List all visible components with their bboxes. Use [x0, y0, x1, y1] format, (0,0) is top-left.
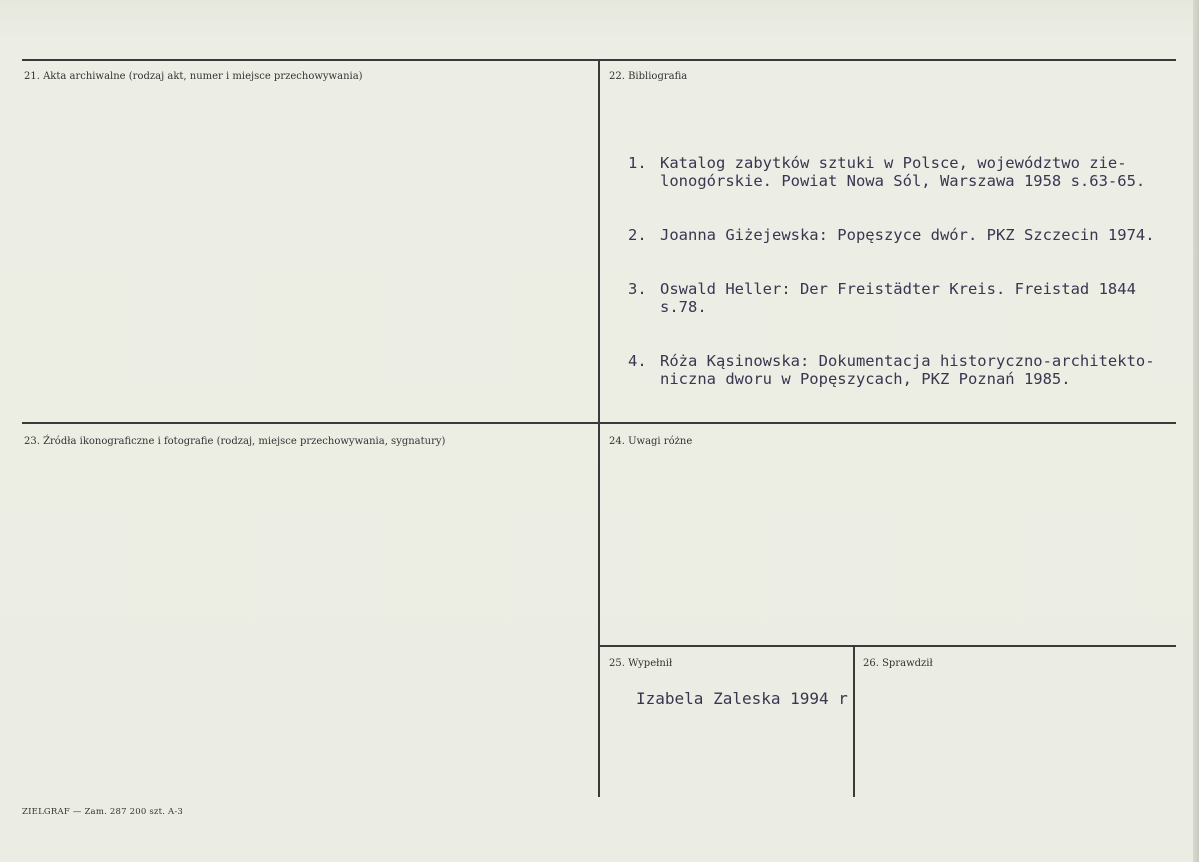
section-23-label: 23. Źródła ikonograficzne i fotografie (rodzaj, miejsce przechowywania, sygnatury) [24, 436, 446, 447]
bibliography-item-number: 4. [628, 352, 647, 370]
signature-rule [599, 645, 1176, 647]
section-26-label: 26. Sprawdził [863, 658, 933, 669]
printer-imprint: ZIELGRAF — Zam. 287 200 szt. A-3 [22, 807, 184, 817]
bibliography-item [628, 280, 1198, 316]
signature-divider [853, 646, 855, 797]
bibliography-item-number: 2. [628, 226, 647, 244]
center-divider [598, 60, 600, 797]
bibliography-item [628, 154, 1198, 190]
bibliography-item [628, 226, 1198, 244]
section-22-label: 22. Bibliografia [609, 71, 688, 82]
filled-by-value: Izabela Zaleska 1994 r [636, 689, 848, 708]
bibliography-item-text: Katalog zabytków sztuki w Polsce, województwo zie- lonogórskie. Powiat Nowa Sól, Warszawa 1958 s.63-65. [660, 154, 1146, 190]
bibliography-item [628, 352, 1198, 388]
bibliography-list [628, 118, 1198, 424]
bibliography-item-text: Oswald Heller: Der Freistädter Kreis. Freistad 1844 s.78. [660, 280, 1136, 316]
bibliography-item-text: Róża Kąsinowska: Dokumentacja historyczno-architekto- niczna dworu w Popęszycach, PKZ Poznań 1985. [660, 352, 1155, 388]
bibliography-item-number: 1. [628, 154, 647, 172]
bibliography-item-number: 3. [628, 280, 647, 298]
section-21-label: 21. Akta archiwalne (rodzaj akt, numer i miejsce przechowywania) [24, 71, 363, 82]
bibliography-item-text: Joanna Giżejewska: Popęszyce dwór. PKZ Szczecin 1974. [660, 226, 1155, 244]
section-24-label: 24. Uwagi różne [609, 436, 693, 447]
section-25-label: 25. Wypełnił [609, 658, 673, 669]
